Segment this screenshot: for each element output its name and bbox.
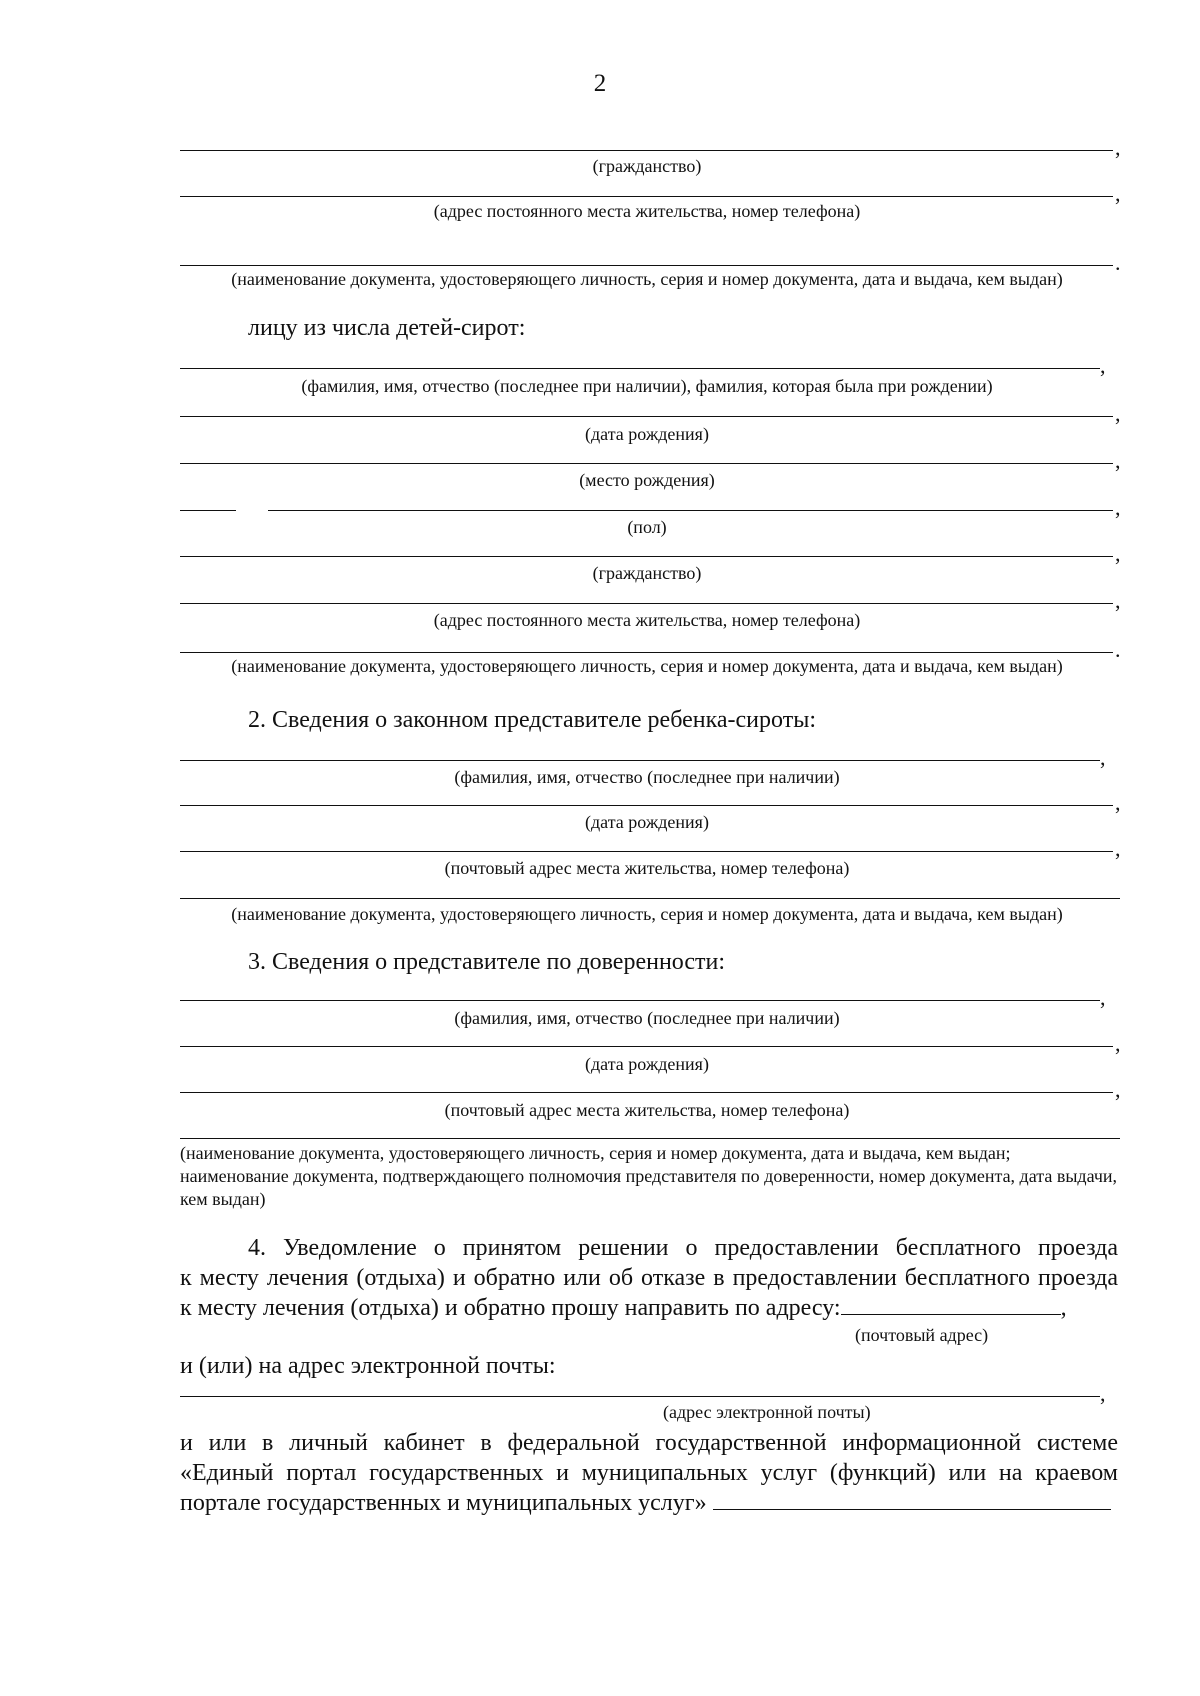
proxy-id-document-caption: (наименование документа, удостоверяющего личность, серия и номер документа, дата и выдача, кем выдан; наименование документа, подтверждающего полномочия представителя по доверенности, номер документа, дата выдачи, кем выдан) xyxy=(180,1143,1118,1209)
rep-fio-line[interactable] xyxy=(180,760,1100,761)
rep-address-line[interactable] xyxy=(180,851,1113,852)
orphan-fio-line[interactable] xyxy=(180,368,1100,369)
comma: , xyxy=(1115,495,1121,520)
section-2-heading: 2. Сведения о законном представителе ребенка-сироты: xyxy=(248,707,816,733)
rep-id-document-line[interactable] xyxy=(180,898,1120,899)
orphan-sex-line-left[interactable] xyxy=(180,510,236,511)
proxy-id-document-line[interactable] xyxy=(180,1138,1120,1139)
rep-fio-caption: (фамилия, имя, отчество (последнее при наличии) xyxy=(454,767,840,787)
comma: , xyxy=(1115,1031,1121,1056)
postal-address-caption: (почтовый адрес) xyxy=(855,1325,989,1345)
address-line[interactable] xyxy=(180,196,1113,197)
portal-line-3: портале государственных и муниципальных услуг» xyxy=(180,1488,1118,1518)
comma: , xyxy=(1100,745,1106,770)
orphan-dob-line[interactable] xyxy=(180,416,1113,417)
citizenship-line[interactable] xyxy=(180,150,1113,151)
orphan-citizenship-line[interactable] xyxy=(180,556,1113,557)
comma: , xyxy=(1115,1077,1121,1102)
orphan-fio-caption: (фамилия, имя, отчество (последнее при наличии), фамилия, которая была при рождении) xyxy=(301,376,993,396)
orphan-id-document-caption: (наименование документа, удостоверяющего личность, серия и номер документа, дата и выдача, кем выдан) xyxy=(231,656,1063,676)
comma: , xyxy=(1115,836,1121,861)
orphan-dob-caption: (дата рождения) xyxy=(585,424,709,444)
period: . xyxy=(1115,250,1121,275)
portal-line-2: «Единый портал государственных и муниципальных услуг (функций) или на краевом xyxy=(180,1460,1118,1486)
comma: , xyxy=(1060,1295,1067,1321)
orphan-pob-caption: (место рождения) xyxy=(579,470,715,490)
comma: , xyxy=(1115,181,1121,206)
address-caption: (адрес постоянного места жительства, номер телефона) xyxy=(433,201,861,221)
portal-signature-line[interactable] xyxy=(713,1489,1111,1510)
orphan-id-document-line[interactable] xyxy=(180,652,1113,653)
email-line[interactable] xyxy=(180,1396,1100,1397)
orphan-citizenship-caption: (гражданство) xyxy=(592,563,702,583)
rep-id-document-caption: (наименование документа, удостоверяющего личность, серия и номер документа, дата и выдача, кем выдан) xyxy=(231,904,1063,924)
rep-dob-caption: (дата рождения) xyxy=(585,812,709,832)
orphan-address-caption: (адрес постоянного места жительства, номер телефона) xyxy=(433,610,861,630)
orphan-sex-line-right[interactable] xyxy=(268,510,1113,511)
rep-dob-line[interactable] xyxy=(180,805,1113,806)
proxy-address-caption: (почтовый адрес места жительства, номер телефона) xyxy=(444,1100,850,1120)
email-caption: (адрес электронной почты) xyxy=(663,1402,871,1422)
postal-address-line[interactable] xyxy=(841,1294,1061,1315)
comma: , xyxy=(1115,541,1121,566)
comma: , xyxy=(1100,985,1106,1010)
orphan-heading: лицу из числа детей-сирот: xyxy=(248,315,526,341)
section-3-heading: 3. Сведения о представителе по доверенности: xyxy=(248,949,726,975)
section-4-line-2: к месту лечения (отдыха) и обратно или об отказе в предоставлении бесплатного проезда xyxy=(180,1265,1118,1291)
proxy-address-line[interactable] xyxy=(180,1092,1113,1093)
proxy-dob-line[interactable] xyxy=(180,1046,1113,1047)
rep-address-caption: (почтовый адрес места жительства, номер телефона) xyxy=(444,858,850,878)
comma: , xyxy=(1115,588,1121,613)
comma: , xyxy=(1115,135,1121,160)
comma: , xyxy=(1100,1381,1106,1406)
portal-line-1: и или в личный кабинет в федеральной государственной информационной системе xyxy=(180,1430,1118,1456)
section-4-line-3: к месту лечения (отдыха) и обратно прошу направить по адресу: , xyxy=(180,1295,1067,1321)
comma: , xyxy=(1100,353,1106,378)
orphan-sex-caption: (пол) xyxy=(627,517,667,537)
citizenship-caption: (гражданство) xyxy=(592,156,702,176)
id-document-line[interactable] xyxy=(180,265,1113,266)
period: . xyxy=(1115,637,1121,662)
proxy-dob-caption: (дата рождения) xyxy=(585,1054,709,1074)
proxy-fio-line[interactable] xyxy=(180,1000,1100,1001)
id-document-caption: (наименование документа, удостоверяющего личность, серия и номер документа, дата и выдача, кем выдан) xyxy=(231,269,1063,289)
proxy-fio-caption: (фамилия, имя, отчество (последнее при наличии) xyxy=(454,1008,840,1028)
section-4-line-1: 4. Уведомление о принятом решении о предоставлении бесплатного проезда xyxy=(248,1235,1118,1261)
comma: , xyxy=(1115,448,1121,473)
orphan-pob-line[interactable] xyxy=(180,463,1113,464)
email-label: и (или) на адрес электронной почты: xyxy=(180,1353,556,1379)
page-number: 2 xyxy=(593,70,607,97)
comma: , xyxy=(1115,401,1121,426)
orphan-address-line[interactable] xyxy=(180,603,1113,604)
comma: , xyxy=(1115,790,1121,815)
